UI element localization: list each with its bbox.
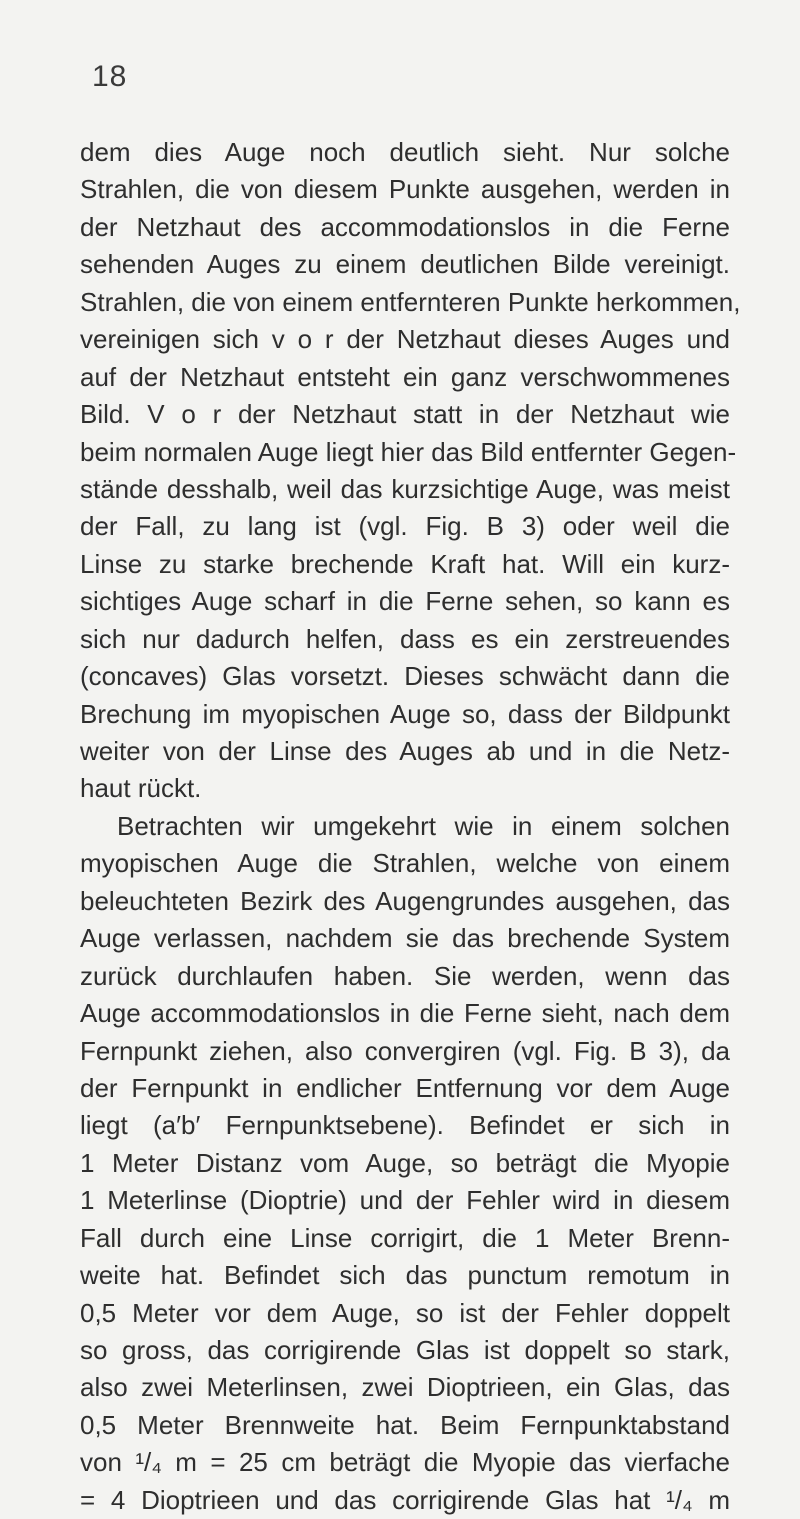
text-line: Strahlen, die von einem entfernteren Punkte herkommen, xyxy=(80,286,741,317)
text-line: Bild. V o r der Netzhaut statt in der Netzhaut wie xyxy=(80,399,730,430)
text-line: Linse zu starke brechende Kraft hat. Will ein kurz- xyxy=(80,548,730,579)
text-line: von ¹/₄ m = 25 cm beträgt die Myopie das vierfache xyxy=(80,1447,730,1478)
text-line: 1 Meterlinse (Dioptrie) und der Fehler wird in diesem xyxy=(80,1185,730,1216)
text-line: Brechung im myopischen Auge so, dass der Bildpunkt xyxy=(80,698,730,729)
text-line: sichtiges Auge scharf in die Ferne sehen, so kann es xyxy=(80,586,730,617)
text-line: = 4 Dioptrieen und das corrigirende Glas hat ¹/₄ m xyxy=(80,1484,730,1515)
text-line: beleuchteten Bezirk des Augengrundes ausgehen, das xyxy=(80,885,730,916)
text-line: so gross, das corrigirende Glas ist doppelt so stark, xyxy=(80,1335,730,1365)
text-line: haut rückt. xyxy=(80,773,202,804)
text-line: sich nur dadurch helfen, dass es ein zerstreuendes xyxy=(80,623,730,654)
text-line: Strahlen, die von diesem Punkte ausgehen, werden in xyxy=(80,174,730,205)
text-line: weiter von der Linse des Auges ab und in die Netz- xyxy=(80,736,730,766)
text-line: myopischen Auge die Strahlen, welche von einem xyxy=(80,848,730,879)
text-line: der Netzhaut des accommodationslos in die Ferne xyxy=(80,211,730,242)
text-line: sehenden Auges zu einem deutlichen Bilde vereinigt. xyxy=(80,249,730,280)
body-text xyxy=(80,134,741,1519)
text-line: Betrachten wir umgekehrt wie in einem solchen xyxy=(117,810,730,841)
text-line: also zwei Meterlinsen, zwei Dioptrieen, ein Glas, das xyxy=(80,1372,730,1403)
text-line: Fernpunkt ziehen, also convergiren (vgl. Fig. B 3), da xyxy=(80,1035,730,1066)
text-line: der Fernpunkt in endlicher Entfernung vor dem Auge xyxy=(80,1072,730,1103)
text-line: Auge accommodationslos in die Ferne sieht, nach dem xyxy=(80,998,730,1029)
text-line: der Fall, zu lang ist (vgl. Fig. B 3) oder weil die xyxy=(80,511,730,542)
text-line: vereinigen sich v o r der Netzhaut dieses Auges und xyxy=(80,324,730,355)
text-line: Auge verlassen, nachdem sie das brechende System xyxy=(80,923,730,954)
text-line: 0,5 Meter vor dem Auge, so ist der Fehler doppelt xyxy=(80,1297,730,1328)
page-number: 18 xyxy=(92,60,128,93)
text-line: zurück durchlaufen haben. Sie werden, wenn das xyxy=(80,960,730,991)
text-line: Fall durch eine Linse corrigirt, die 1 Meter Brenn- xyxy=(80,1222,730,1253)
text-line: auf der Netzhaut entsteht ein ganz verschwommenes xyxy=(80,361,730,392)
text-line: 1 Meter Distanz vom Auge, so beträgt die Myopie xyxy=(80,1147,730,1178)
text-line: stände desshalb, weil das kurzsichtige Auge, was meist xyxy=(80,473,730,504)
text-line: liegt (a′b′ Fernpunktsebene). Befindet er sich in xyxy=(80,1110,730,1141)
text-line: beim normalen Auge liegt hier das Bild entfernter Gegen- xyxy=(80,436,737,467)
text-line: dem dies Auge noch deutlich sieht. Nur solche xyxy=(80,137,730,167)
text-line: (concaves) Glas vorsetzt. Dieses schwächt dann die xyxy=(80,661,730,692)
text-line: 0,5 Meter Brennweite hat. Beim Fernpunktabstand xyxy=(80,1409,730,1440)
text-line: weite hat. Befindet sich das punctum remotum in xyxy=(80,1260,730,1291)
